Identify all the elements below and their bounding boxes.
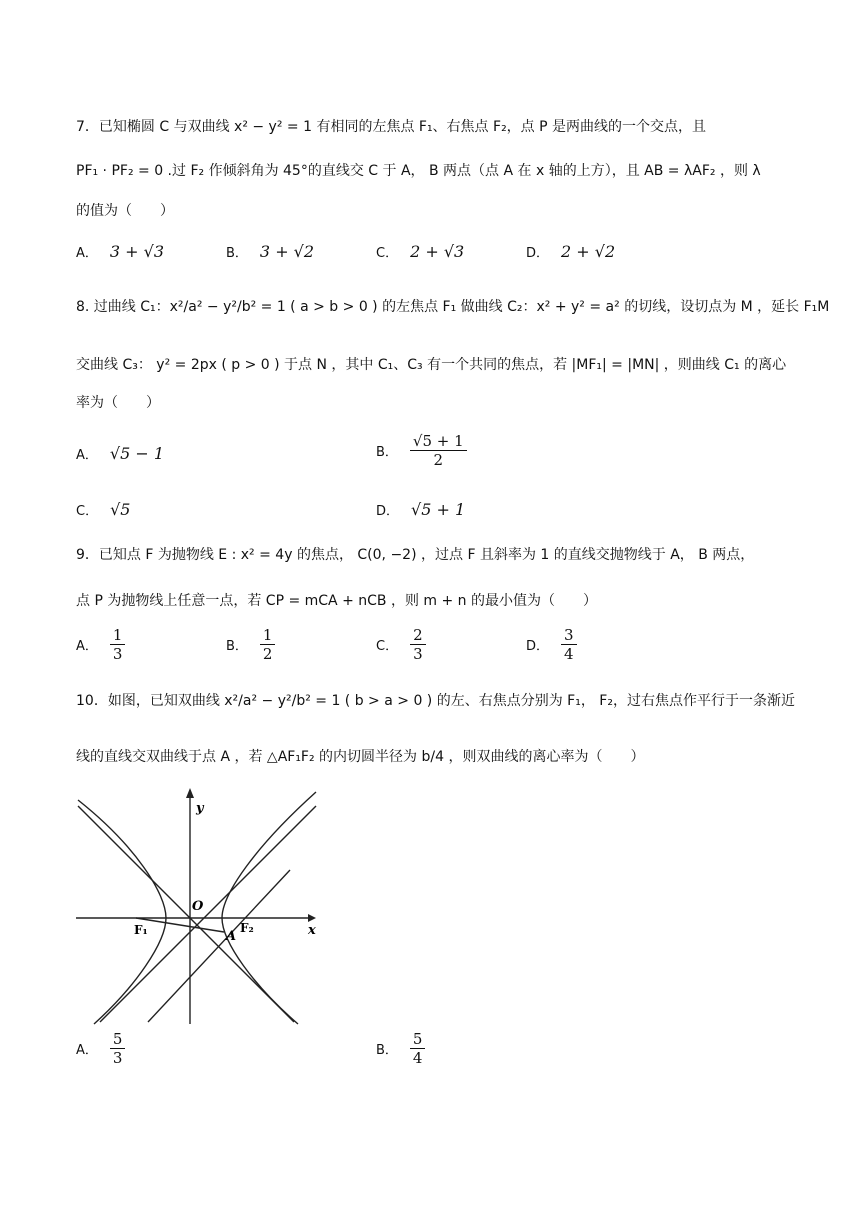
option-fraction (561, 626, 577, 663)
option-value: 3 + √3 (109, 242, 165, 261)
q8-line3: 率为（ ） (76, 395, 160, 411)
x-axis-arrow (308, 914, 316, 922)
q7-line1: 7．已知椭圆 C 与双曲线 x² − y² = 1 有相同的左焦点 F₁、右焦点 F₂，点 P 是两曲线的一个交点，且 (76, 119, 707, 135)
q7-line2: PF₁ · PF₂ = 0 .过 F₂ 作倾斜角为 45°的直线交 C 于 A， B 两点（点 A 在 x 轴的上方），且 AB = λAF₂ ，则 λ (76, 163, 761, 179)
option-fraction (260, 626, 276, 663)
x-axis-label: x (308, 923, 316, 938)
fraction-numerator: 2 (410, 626, 426, 645)
a-point-label: A (226, 929, 237, 944)
q8-option-d (376, 500, 465, 519)
option-label: B． (376, 1043, 398, 1058)
q8-option-a (76, 444, 164, 463)
q9-option-c (376, 626, 426, 663)
option-label: A． (76, 1043, 98, 1058)
segment-f1-a (136, 918, 224, 932)
fraction-denominator: 3 (413, 645, 423, 663)
q7-option-c (376, 242, 464, 261)
option-value: √5 + 1 (411, 500, 466, 519)
q9-line1: 9．已知点 F 为抛物线 E : x² = 4y 的焦点， C(0, −2) ，过点 F 且斜率为 1 的直线交抛物线于 A， B 两点， (76, 547, 755, 563)
q8-option-b (376, 432, 467, 469)
option-label: C． (376, 246, 399, 261)
q10-option-a (76, 1030, 125, 1067)
parallel-line (148, 870, 290, 1022)
fraction-numerator: 3 (561, 626, 577, 645)
option-value: √5 − 1 (109, 444, 165, 463)
option-value: 2 + √3 (410, 242, 465, 261)
fraction-denominator: 4 (412, 1049, 423, 1067)
q7-option-b (226, 242, 314, 261)
option-label: C． (376, 639, 399, 654)
hyperbola-right-branch (222, 792, 316, 1024)
option-label: D． (526, 639, 550, 654)
q8-option-c (76, 500, 130, 519)
y-axis-label: y (196, 801, 204, 816)
fraction-numerator: 5 (110, 1030, 126, 1049)
fraction-numerator: 5 (410, 1030, 426, 1049)
option-label: B． (226, 246, 248, 261)
hyperbola-figure (76, 786, 322, 1026)
q10-line2: 线的直线交双曲线于点 A ，若 △AF₁F₂ 的内切圆半径为 b/4 ，则双曲线的离心率为（ ） (76, 749, 645, 765)
option-fraction (410, 432, 467, 469)
option-label: D． (526, 246, 550, 261)
option-label: A． (76, 448, 98, 463)
option-fraction (110, 626, 126, 663)
origin-label: O (192, 899, 204, 914)
q8-line1: 8. 过曲线 C₁：x²/a² − y²/b² = 1 ( a > b > 0 ) 的左焦点 F₁ 做曲线 C₂：x² + y² = a² 的切线，设切点为 M ，延长 F₁M (76, 299, 830, 315)
asymptote-2 (100, 806, 316, 1022)
y-axis-arrow (186, 788, 194, 798)
q9-option-d (526, 626, 577, 663)
option-label: B． (376, 445, 398, 460)
fraction-denominator: 3 (112, 1049, 123, 1067)
q10-option-b (376, 1030, 425, 1067)
q9-option-a (76, 626, 125, 663)
q9-line2: 点 P 为抛物线上任意一点，若 CP = mCA + nCB ，则 m + n 的最小值为（ ） (76, 593, 598, 609)
option-value: 2 + √2 (561, 242, 616, 261)
hyperbola-left-branch (78, 800, 166, 1024)
option-label: C． (76, 504, 99, 519)
asymptote-1 (78, 806, 294, 1022)
option-value: √5 (110, 500, 131, 519)
fraction-numerator: 1 (110, 626, 126, 645)
q8-line2: 交曲线 C₃： y² = 2px ( p > 0 ) 于点 N ，其中 C₁、C₃ 有一个共同的焦点，若 |MF₁| = |MN| ，则曲线 C₁ 的离心 (76, 357, 787, 373)
option-value: 3 + √2 (259, 242, 315, 261)
q10-line1: 10．如图，已知双曲线 x²/a² − y²/b² = 1 ( b > a > 0 ) 的左、右焦点分别为 F₁， F₂，过右焦点作平行于一条渐近 (76, 693, 795, 709)
f2-label: F₂ (240, 921, 254, 935)
option-fraction (410, 626, 426, 663)
q7-option-a (76, 242, 164, 261)
fraction-numerator: 1 (260, 626, 276, 645)
fraction-denominator: 2 (262, 645, 273, 663)
option-label: A． (76, 246, 98, 261)
f1-label: F₁ (134, 923, 148, 937)
q7-line3: 的值为（ ） (76, 203, 174, 219)
option-fraction (110, 1030, 126, 1067)
fraction-denominator: 4 (564, 645, 574, 663)
q7-option-d (526, 242, 615, 261)
fraction-denominator: 2 (433, 451, 444, 469)
fraction-denominator: 3 (112, 645, 123, 663)
option-label: D． (376, 504, 400, 519)
option-fraction (410, 1030, 426, 1067)
q9-option-b (226, 626, 275, 663)
fraction-numerator: √5 + 1 (410, 432, 467, 451)
option-label: A． (76, 639, 98, 654)
option-label: B． (226, 639, 248, 654)
